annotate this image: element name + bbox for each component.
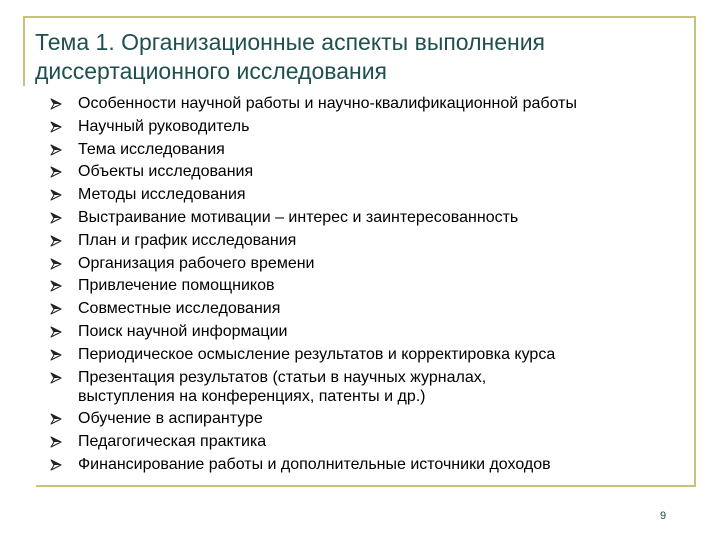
arrow-bullet-icon xyxy=(50,436,62,448)
bullet-text xyxy=(78,299,690,318)
bullet-text-line: Тема исследования xyxy=(78,140,225,158)
bullet-item xyxy=(50,345,690,364)
bullet-text xyxy=(78,432,690,451)
arrow-bullet-icon xyxy=(50,144,62,156)
bullet-item xyxy=(50,185,690,204)
bullet-item xyxy=(50,322,690,341)
bullet-item xyxy=(50,299,690,318)
arrow-bullet-icon xyxy=(50,372,62,384)
bullet-item xyxy=(50,162,690,181)
bullet-item xyxy=(50,409,690,428)
arrow-bullet-icon xyxy=(50,189,62,201)
arrow-bullet-icon xyxy=(50,303,62,315)
bullet-text xyxy=(78,94,690,113)
bullet-text xyxy=(78,409,690,428)
bullet-text-line: Педагогическая практика xyxy=(78,433,267,451)
bullet-text-line: Методы исследования xyxy=(78,186,246,204)
bullet-text xyxy=(78,231,690,250)
bullet-item xyxy=(50,455,690,474)
bullet-item xyxy=(50,276,690,295)
bullet-item xyxy=(50,254,690,273)
bullet-item xyxy=(50,231,690,250)
slide-title-line-2: диссертационного исследования xyxy=(35,58,388,84)
bullet-item xyxy=(50,208,690,227)
arrow-bullet-icon xyxy=(50,326,62,338)
bullet-text xyxy=(78,276,690,295)
bullet-text-line: Периодическое осмысление результатов и корректировка курса xyxy=(78,345,556,363)
bullet-text xyxy=(78,254,690,273)
arrow-bullet-icon xyxy=(50,98,62,110)
arrow-bullet-icon xyxy=(50,121,62,133)
bullet-text xyxy=(78,455,690,474)
arrow-bullet-icon xyxy=(50,280,62,292)
bullet-item xyxy=(50,94,690,113)
arrow-bullet-icon xyxy=(50,212,62,224)
bullet-item xyxy=(50,117,690,136)
arrow-bullet-icon xyxy=(50,459,62,471)
bullet-text-line: выступления на конференциях, патенты и др.) xyxy=(78,387,426,405)
frame-right-line xyxy=(694,16,696,486)
bullet-text xyxy=(78,185,690,204)
bullet-item xyxy=(50,432,690,451)
bullet-list xyxy=(50,94,690,478)
bullet-text xyxy=(78,140,690,159)
page-number: 9 xyxy=(660,510,667,522)
bullet-text-line: Выстраивание мотивации – интерес и заинтересованность xyxy=(78,208,519,226)
bullet-text-line: Особенности научной работы и научно-квалификационной работы xyxy=(78,95,577,112)
bullet-text-line: Презентация результатов (статьи в научных журналах, xyxy=(78,368,487,386)
bullet-text-line: Объекты исследования xyxy=(78,163,254,181)
bullet-text xyxy=(78,322,690,341)
bullet-text xyxy=(78,162,690,181)
bullet-text-line: Финансирование работы и дополнительные источники доходов xyxy=(78,455,551,473)
bullet-item xyxy=(50,368,690,406)
bullet-text-line: Обучение в аспирантуре xyxy=(78,410,263,428)
arrow-bullet-icon xyxy=(50,235,62,247)
arrow-bullet-icon xyxy=(50,258,62,270)
bullet-item xyxy=(50,140,690,159)
frame-top-line xyxy=(23,16,696,18)
bullet-text xyxy=(78,208,690,227)
slide-title-line-1: Тема 1. Организационные аспекты выполнения xyxy=(35,29,546,55)
bullet-text xyxy=(78,345,690,364)
bullet-text xyxy=(78,368,690,406)
arrow-bullet-icon xyxy=(50,166,62,178)
slide-title xyxy=(35,28,675,86)
bullet-text-line: Привлечение помощников xyxy=(78,277,275,295)
frame-bottom-line xyxy=(36,485,696,487)
arrow-bullet-icon xyxy=(50,413,62,425)
bullet-text-line: Поиск научной информации xyxy=(78,322,288,340)
bullet-text xyxy=(78,117,690,136)
bullet-text-line: План и график исследования xyxy=(78,231,297,249)
bullet-text-line: Организация рабочего времени xyxy=(78,254,315,272)
bullet-text-line: Научный руководитель xyxy=(78,117,250,135)
bullet-text-line: Совместные исследования xyxy=(78,300,281,318)
frame-left-line xyxy=(23,16,25,86)
arrow-bullet-icon xyxy=(50,349,62,361)
